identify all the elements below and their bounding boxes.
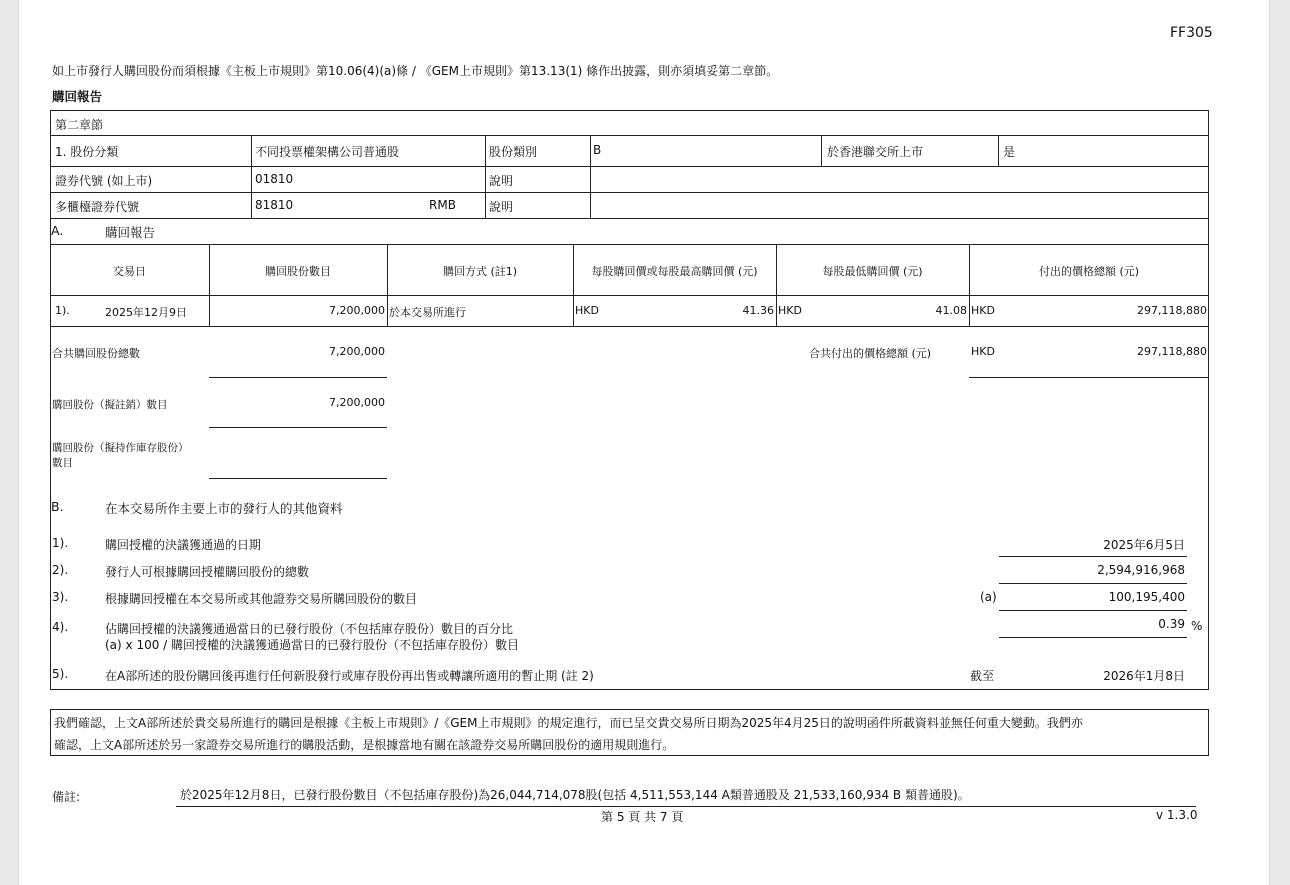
hkex-listed-value: 是 xyxy=(1003,145,1016,159)
header-shares: 購回股份數目 xyxy=(265,265,331,278)
multi-counter-value: 81810 xyxy=(255,198,294,212)
version: v 1.3.0 xyxy=(1156,808,1198,822)
b-item4-index: 4). xyxy=(52,620,69,634)
section2-title: 第二章節 xyxy=(55,118,104,132)
confirmation-line2: 確認，上文A部所述於另一家證券交易所進行的購股活動，是根據當地有關在該證券交易所購回股份的適用規則進行。 xyxy=(54,738,675,752)
row-index: 1). xyxy=(55,304,70,317)
header-max-price: 每股購回價或每股最高購回價 (元) xyxy=(591,265,758,278)
row-total: 297,118,880 xyxy=(1137,304,1207,317)
b-item5-value: 2026年1月8日 xyxy=(1103,669,1185,683)
row-max-currency: HKD xyxy=(575,304,599,317)
document-page xyxy=(18,0,1270,885)
b-item1-value: 2025年6月5日 xyxy=(1103,538,1185,552)
stock-code-value: 01810 xyxy=(255,172,294,186)
multi-counter-label: 多櫃檯證券代號 xyxy=(55,200,140,214)
treasury-label-line1: 購回股份（擬持作庫存股份） xyxy=(52,442,189,454)
row-min-price: 41.08 xyxy=(935,304,967,317)
row-method: 於本交易所進行 xyxy=(389,306,466,319)
remarks-label: 備註: xyxy=(52,790,81,804)
section-a-title: 購回報告 xyxy=(105,225,156,240)
b-item2-index: 2). xyxy=(52,563,69,577)
b-item2-value: 2,594,916,968 xyxy=(1097,563,1185,577)
share-type-label: 股份類別 xyxy=(489,145,538,159)
b-item5-label: 在A部所述的股份購回後再進行任何新股發行或庫存股份再出售或轉讓所適用的暫止期 (註 2) xyxy=(105,669,594,683)
b-item4-unit: % xyxy=(1191,619,1203,633)
b-item4-value: 0.39 xyxy=(1158,617,1185,631)
page-number: 第 5 頁 共 7 頁 xyxy=(601,810,684,824)
treasury-label-line2: 數目 xyxy=(52,457,73,469)
row-max-price: 41.36 xyxy=(742,304,774,317)
section-b-title: 在本交易所作主要上市的發行人的其他資料 xyxy=(105,501,343,516)
row-min-currency: HKD xyxy=(778,304,802,317)
row-date: 2025年12月9日 xyxy=(105,306,187,319)
report-title: 購回報告 xyxy=(52,89,103,104)
total-paid-label: 合共付出的價格總額 (元) xyxy=(809,347,932,360)
share-type-value: B xyxy=(593,143,602,157)
b-item5-index: 5). xyxy=(52,667,69,681)
cancel-value: 7,200,000 xyxy=(329,396,385,409)
b-item4-label2: (a) x 100 / 購回授權的決議獲通過當日的已發行股份（不包括庫存股份）數目 xyxy=(105,638,520,652)
b-item2-label: 發行人可根據購回授權購回股份的總數 xyxy=(105,565,310,579)
header-min-price: 每股最低購回價 (元) xyxy=(822,265,923,278)
b-item3-index: 3). xyxy=(52,590,69,604)
share-class-label: 1. 股份分類 xyxy=(55,145,119,159)
multi-counter-currency: RMB xyxy=(429,198,456,212)
header-method: 購回方式 (註1) xyxy=(442,265,518,278)
stock-code-desc-label: 說明 xyxy=(489,174,514,188)
total-paid-currency: HKD xyxy=(971,345,995,358)
section-a-letter: A. xyxy=(51,223,64,238)
b-item1-label: 購回授權的決議獲通過的日期 xyxy=(105,538,262,552)
row-shares: 7,200,000 xyxy=(329,304,385,317)
remarks-text: 於2025年12月8日，已發行股份數目（不包括庫存股份)為26,044,714,078股(包括 4,511,553,144 A類普通股及 21,533,160,934 B 類普通股)。 xyxy=(180,788,970,802)
total-paid-value: 297,118,880 xyxy=(1137,345,1207,358)
confirmation-line1: 我們確認，上文A部所述於貴交易所進行的購回是根據《主板上市規則》/《GEM上市規則》的規定進行，而已呈交貴交易所日期為2025年4月25日的說明函件所載資料並無任何重大變動。我們亦 xyxy=(54,716,1083,730)
b-item3-label: 根據購回授權在本交易所或其他證券交易所購回股份的數目 xyxy=(105,592,418,606)
intro-text: 如上市發行人購回股份而須根據《主板上市規則》第10.06(4)(a)條 / 《GEM上市規則》第13.13(1) 條作出披露，則亦須填妥第二章節。 xyxy=(52,64,779,78)
total-shares-label: 合共購回股份總數 xyxy=(52,347,140,360)
cancel-label: 購回股份（擬註銷）數目 xyxy=(52,399,168,411)
b-item1-index: 1). xyxy=(52,536,69,550)
header-total: 付出的價格總額 (元) xyxy=(1038,265,1140,278)
section-b-letter: B. xyxy=(51,499,64,514)
total-shares-value: 7,200,000 xyxy=(329,345,385,358)
b-item3-value: 100,195,400 xyxy=(1108,590,1185,604)
hkex-listed-label: 於香港聯交所上市 xyxy=(827,145,924,159)
form-code: FF305 xyxy=(1170,25,1213,41)
multi-counter-desc-label: 說明 xyxy=(489,200,514,214)
row-total-currency: HKD xyxy=(971,304,995,317)
header-trade-date: 交易日 xyxy=(113,265,146,278)
b-item3-tag: (a) xyxy=(980,590,997,604)
b-item5-tag: 截至 xyxy=(970,669,995,683)
b-item4-label: 佔購回授權的決議獲通過當日的已發行股份（不包括庫存股份）數目的百分比 xyxy=(105,622,514,636)
share-class-value: 不同投票權架構公司普通股 xyxy=(255,145,400,159)
stock-code-label: 證券代號 (如上市) xyxy=(55,174,153,188)
